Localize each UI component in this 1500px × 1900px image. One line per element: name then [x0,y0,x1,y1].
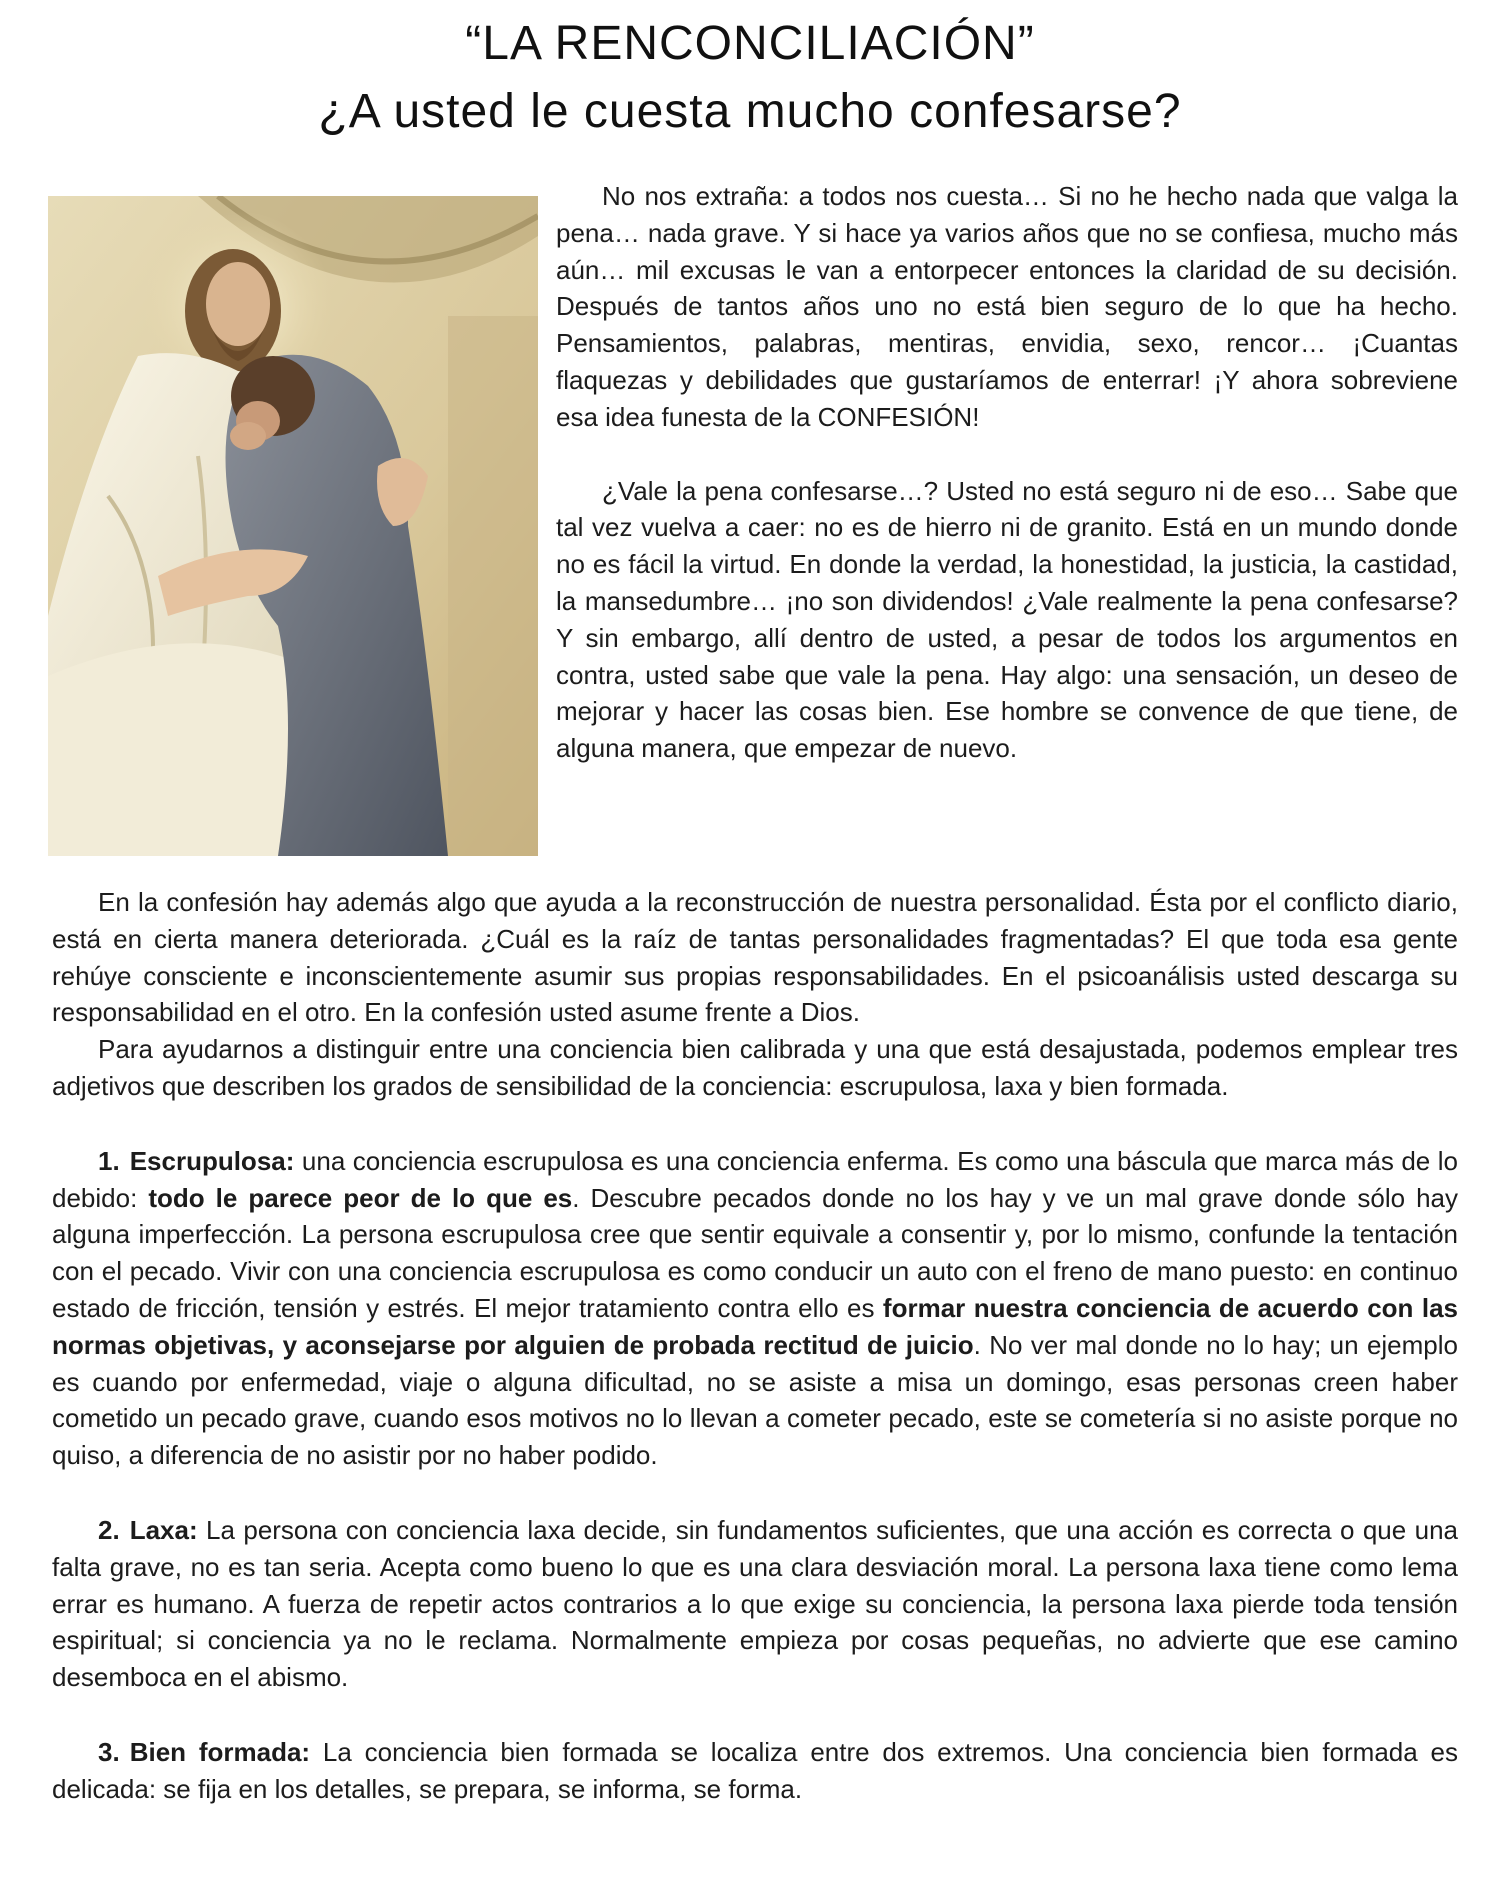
item-emphasis: todo le parece peor de lo que es [148,1182,573,1213]
illustration-jesus-embracing-penitent [48,196,538,856]
item-term: Laxa: [129,1514,198,1545]
item-number: 1. [98,1145,120,1176]
body-paragraph-confesion: En la confesión hay además algo que ayuda a la reconstrucción de nuestra personalidad. Ésta por el conflicto diario, está en cierta manera deteriorada. ¿Cuál es la raíz de tantas personalidades fragmentadas? El que toda esa gente rehúye consciente e inconscientemente asumir sus propias responsabilidades. En el psicoanálisis usted descarga su responsabilidad en el otro. En la confesión usted asume frente a Dios. [52,887,1458,1028]
item-text: La conciencia bien formada se localiza entre dos extremos. Una conciencia bien formada es delicada: se fija en los detalles, se prepara, se informa, se forma. [52,1736,1458,1804]
item-number: 3. [98,1736,120,1767]
item-text: una conciencia escrupulosa es una conciencia enferma. Es como una báscula que marca más de lo debido: [52,1145,1458,1213]
item-text: . Descubre pecados donde no los hay y ve un mal grave donde sólo hay alguna imperfección. La persona escrupulosa cree que sentir equivale a consentir y, por lo mismo, confunde la tentación con el pecado. Vivir con una conciencia escrupulosa es como conducir un auto con el freno de mano puesto: en continuo estado de fricción, tensión y estrés. El mejor tratamiento contra ello es [52,1182,1458,1323]
title-line-2: ¿A usted le cuesta mucho confesarse? [318,85,1182,138]
body-paragraph-tres-adjetivos: Para ayudarnos a distinguir entre una conciencia bien calibrada y una que está desajustada, podemos emplear tres adjetivos que describen los grados de sensibilidad de la conciencia: escrupulosa, laxa y bien formada. [52,1034,1458,1101]
item-term: Bien formada: [129,1736,311,1767]
intro-paragraph-1: No nos extraña: a todos nos cuesta… Si no he hecho nada que valga la pena… nada grave. Y si hace ya varios años que no se confiesa, mucho más aún… mil excusas le van a entorpecer entonces la claridad de su decisión. Después de tantos años uno no está bien seguro de lo que ha hecho. Pensamientos, palabras, mentiras, envidia, sexo, rencor… ¡Cuantas flaquezas y debilidades que gustaríamos de enterrar! ¡Y ahora sobreviene esa idea funesta de la CONFESIÓN! [556,181,1458,432]
body-section [52,884,1458,1808]
list-item-laxa [52,1512,1458,1696]
list-item-escrupulosa [52,1143,1458,1474]
item-text: La persona con conciencia laxa decide, sin fundamentos suficientes, que una acción es correcta o que una falta grave, no es tan seria. Acepta como bueno lo que es una clara desviación moral. La persona laxa tiene como lema errar es humano. A fuerza de repetir actos contrarios a lo que exige su conciencia, la persona laxa pierde toda tensión espiritual; si conciencia ya no le reclama. Normalmente empieza por cosas pequeñas, no advierte que ese camino desemboca en el abismo. [52,1514,1458,1693]
item-text: . No ver mal donde no lo hay; un ejemplo es cuando por enfermedad, viaje o alguna dificultad, no se asiste a misa un domingo, esas personas creen haber cometido un pecado grave, cuando esos motivos no lo llevan a cometer pecado, este se cometería si no asiste porque no quiso, a diferencia de no asistir por no haber podido. [52,1329,1458,1471]
item-number: 2. [98,1514,120,1545]
intro-paragraph-2: ¿Vale la pena confesarse…? Usted no está seguro ni de eso… Sabe que tal vez vuelva a caer: no es de hierro ni de granito. Está en un mundo donde no es fácil la virtud. En donde la verdad, la honestidad, la justicia, la castidad, la mansedumbre… ¡no son dividendos! ¿Vale realmente la pena confesarse? Y sin embargo, allí dentro de usted, a pesar de todos los argumentos en contra, usted sabe que vale la pena. Hay algo: una sensación, un deseo de mejorar y hacer las cosas bien. Ese hombre se convence de que tiene, de alguna manera, que empezar de nuevo. [556,475,1458,764]
title-line-1: “LA RENCONCILIACIÓN” [465,17,1035,70]
item-emphasis: formar nuestra conciencia de acuerdo con las normas objetivas, y aconsejarse por alguien de probada rectitud de juicio [52,1292,1458,1360]
item-term: Escrupulosa: [129,1145,295,1176]
list-item-bien-formada [52,1734,1458,1808]
intro-section [556,178,1458,767]
